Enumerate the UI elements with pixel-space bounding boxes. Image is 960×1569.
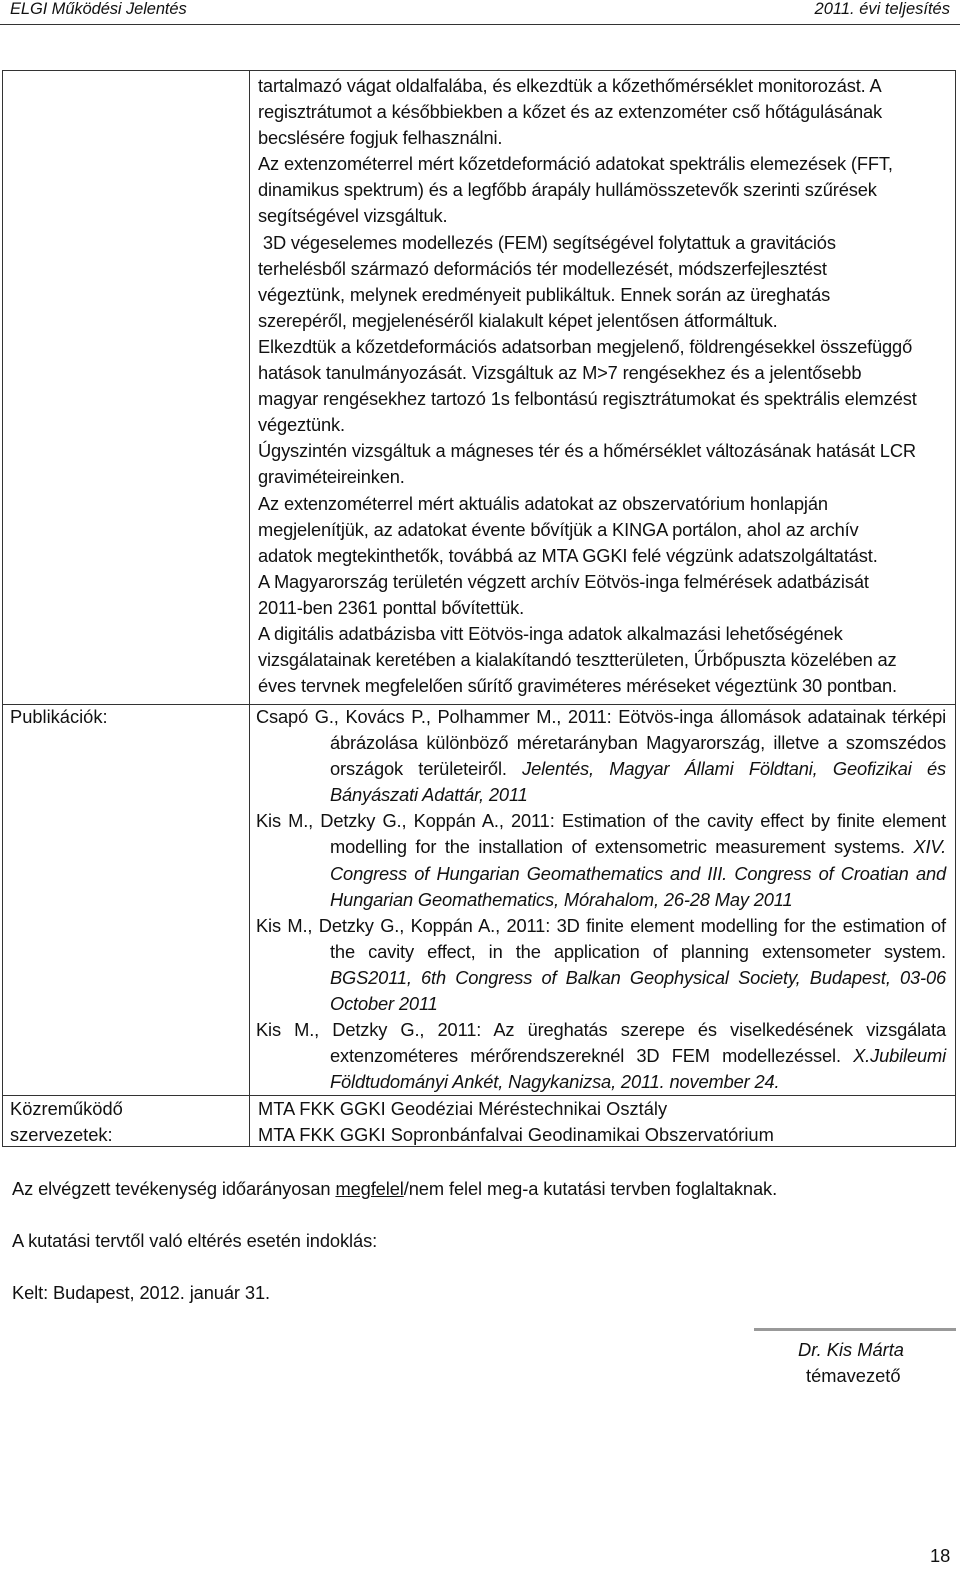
publication-venue: X.Jubileumi Földtudományi Ankét, Nagykanizsa, 2011. november 24.	[330, 1045, 946, 1093]
publication-item	[256, 913, 946, 1017]
date-place: Kelt: Budapest, 2012. január 31.	[12, 1282, 271, 1303]
compliance-underlined: megfelel	[335, 1178, 404, 1199]
text-line: Az extenzométerrel mért kőzetdeformáció adatokat spektrális elemezések (FFT,	[258, 153, 893, 175]
compliance-text-pre: Az elvégzett tevékenység időarányosan	[12, 1178, 336, 1199]
text-line: Az extenzométerrel mért aktuális adatokat az obszervatórium honlapján	[258, 492, 828, 514]
cooperating-org-1: MTA FKK GGKI Geodéziai Méréstechnikai Osztály	[258, 1098, 668, 1119]
text-line: hatások tanulmányozását. Vizsgáltuk az M>7 rengésekhez és a jelentősebb	[258, 362, 862, 384]
text-line: vizsgálatainak keretében a kialakítandó tesztterületen, Űrbőpuszta közelében az	[258, 649, 897, 671]
cooperating-label-line1: Közreműködő	[10, 1098, 123, 1119]
deviation-justification: A kutatási tervtől való eltérés esetén indoklás:	[12, 1230, 378, 1251]
signatory-role: témavezető	[806, 1365, 901, 1386]
activity-description	[258, 73, 948, 699]
text-line: A Magyarország területén végzett archív Eötvös-inga felmérések adatbázisát	[258, 570, 869, 592]
header-year: 2011. évi teljesítés	[814, 0, 950, 18]
publication-citation: Kis M., Detzky G., 2011: Az üreghatás szerepe és viselkedésének vizsgálata extenzométeres mérőrendszereknél 3D FEM modellezéssel.	[256, 1019, 946, 1067]
header-title: ELGI Működési Jelentés	[10, 0, 187, 18]
publication-item	[256, 704, 946, 808]
text-line: 3D végeselemes modellezés (FEM) segítségével folytattuk a gravitációs	[258, 231, 836, 253]
publication-item	[256, 1017, 946, 1095]
publication-item	[256, 808, 946, 912]
text-line: Elkezdtük a kőzetdeformációs adatsorban megjelenő, földrengésekkel összefüggő	[258, 335, 913, 357]
text-line: adatok megtekinthetők, továbbá az MTA GGKI felé végzünk adatszolgáltatást.	[258, 544, 878, 566]
publication-venue: XIV. Congress of Hungarian Geomathematics and III. Congress of Croatian and Hungarian Geomathematics, Mórahalom, 26-28 May 2011	[330, 836, 946, 910]
publication-citation: Kis M., Detzky G., Koppán A., 2011: 3D finite element modelling for the estimation of the cavity effect, in the application of planning extensometer system.	[256, 914, 946, 962]
text-line: magyar rengésekhez tartozó 1s felbontású regisztrátumokat és spektrális elemzést	[258, 388, 917, 410]
text-line: végeztünk, melynek eredményeit publikáltuk. Ennek során az üreghatás	[258, 283, 831, 305]
publication-citation: Csapó G., Kovács P., Polhammer M., 2011: Eötvös-inga állomások adatainak térképi ábrázolása különböző méretarányban Magyarország, illetve a szomszédos országok területeiről.	[256, 706, 946, 780]
text-line: 2011-ben 2361 ponttal bővítettük.	[258, 596, 525, 618]
text-line: regisztrátumot a későbbiekben a kőzet és az extenzométer cső hőtágulásának	[258, 101, 883, 123]
publication-list	[256, 704, 946, 1095]
text-line: graviméteireinken.	[258, 466, 405, 488]
signature-line	[754, 1328, 956, 1331]
compliance-text-post: /nem felel meg-a kutatási tervben foglaltaknak.	[403, 1178, 778, 1199]
text-line: dinamikus spektrum) és a legfőbb árapály hullámösszetevők szerinti szűrések	[258, 179, 877, 201]
text-line: végeztünk.	[258, 414, 345, 436]
text-line: szerepéről, megjelenéséről kialakult képet jelentősen átformáltuk.	[258, 309, 778, 331]
cooperating-label-line2: szervezetek:	[10, 1124, 113, 1145]
page-number: 18	[930, 1545, 951, 1566]
text-line: segítségével vizsgáltuk.	[258, 205, 448, 227]
publications-label: Publikációk:	[10, 706, 108, 727]
text-line: terhelésből származó deformációs tér modellezését, módszerfejlesztést	[258, 257, 827, 279]
text-line: Úgyszintén vizsgáltuk a mágneses tér és a hőmérséklet változásának hatását LCR	[258, 440, 916, 462]
text-line: éves tervnek megfelelően sűrítő graviméteres méréseket végeztünk 30 pontban.	[258, 675, 897, 697]
text-line: tartalmazó vágat oldalfalába, és elkezdtük a kőzethőmérséklet monitorozást. A	[258, 75, 882, 96]
column-divider	[249, 71, 250, 1146]
publication-venue: Jelentés, Magyar Állami Földtani, Geofizikai és Bányászati Adattár, 2011	[330, 758, 946, 806]
publication-venue: BGS2011, 6th Congress of Balkan Geophysical Society, Budapest, 03-06 October 2011	[330, 966, 946, 1015]
text-line: A digitális adatbázisba vitt Eötvös-inga adatok alkalmazási lehetőségének	[258, 622, 843, 644]
cooperating-label	[10, 1096, 123, 1148]
header-divider	[0, 24, 960, 25]
signatory-name: Dr. Kis Márta	[798, 1339, 904, 1360]
compliance-statement	[12, 1176, 777, 1202]
text-line: becslésére fogjuk felhasználni.	[258, 127, 503, 149]
page-header	[0, 0, 960, 24]
text-line: megjelenítjük, az adatokat évente bővítjük a KINGA portálon, ahol az archív	[258, 518, 859, 540]
publication-citation: Kis M., Detzky G., Koppán A., 2011: Estimation of the cavity effect by finite element modelling for the installation of extensometric measurement systems.	[256, 810, 946, 858]
cooperating-org-2: MTA FKK GGKI Sopronbánfalvai Geodinamikai Obszervatórium	[258, 1124, 774, 1145]
